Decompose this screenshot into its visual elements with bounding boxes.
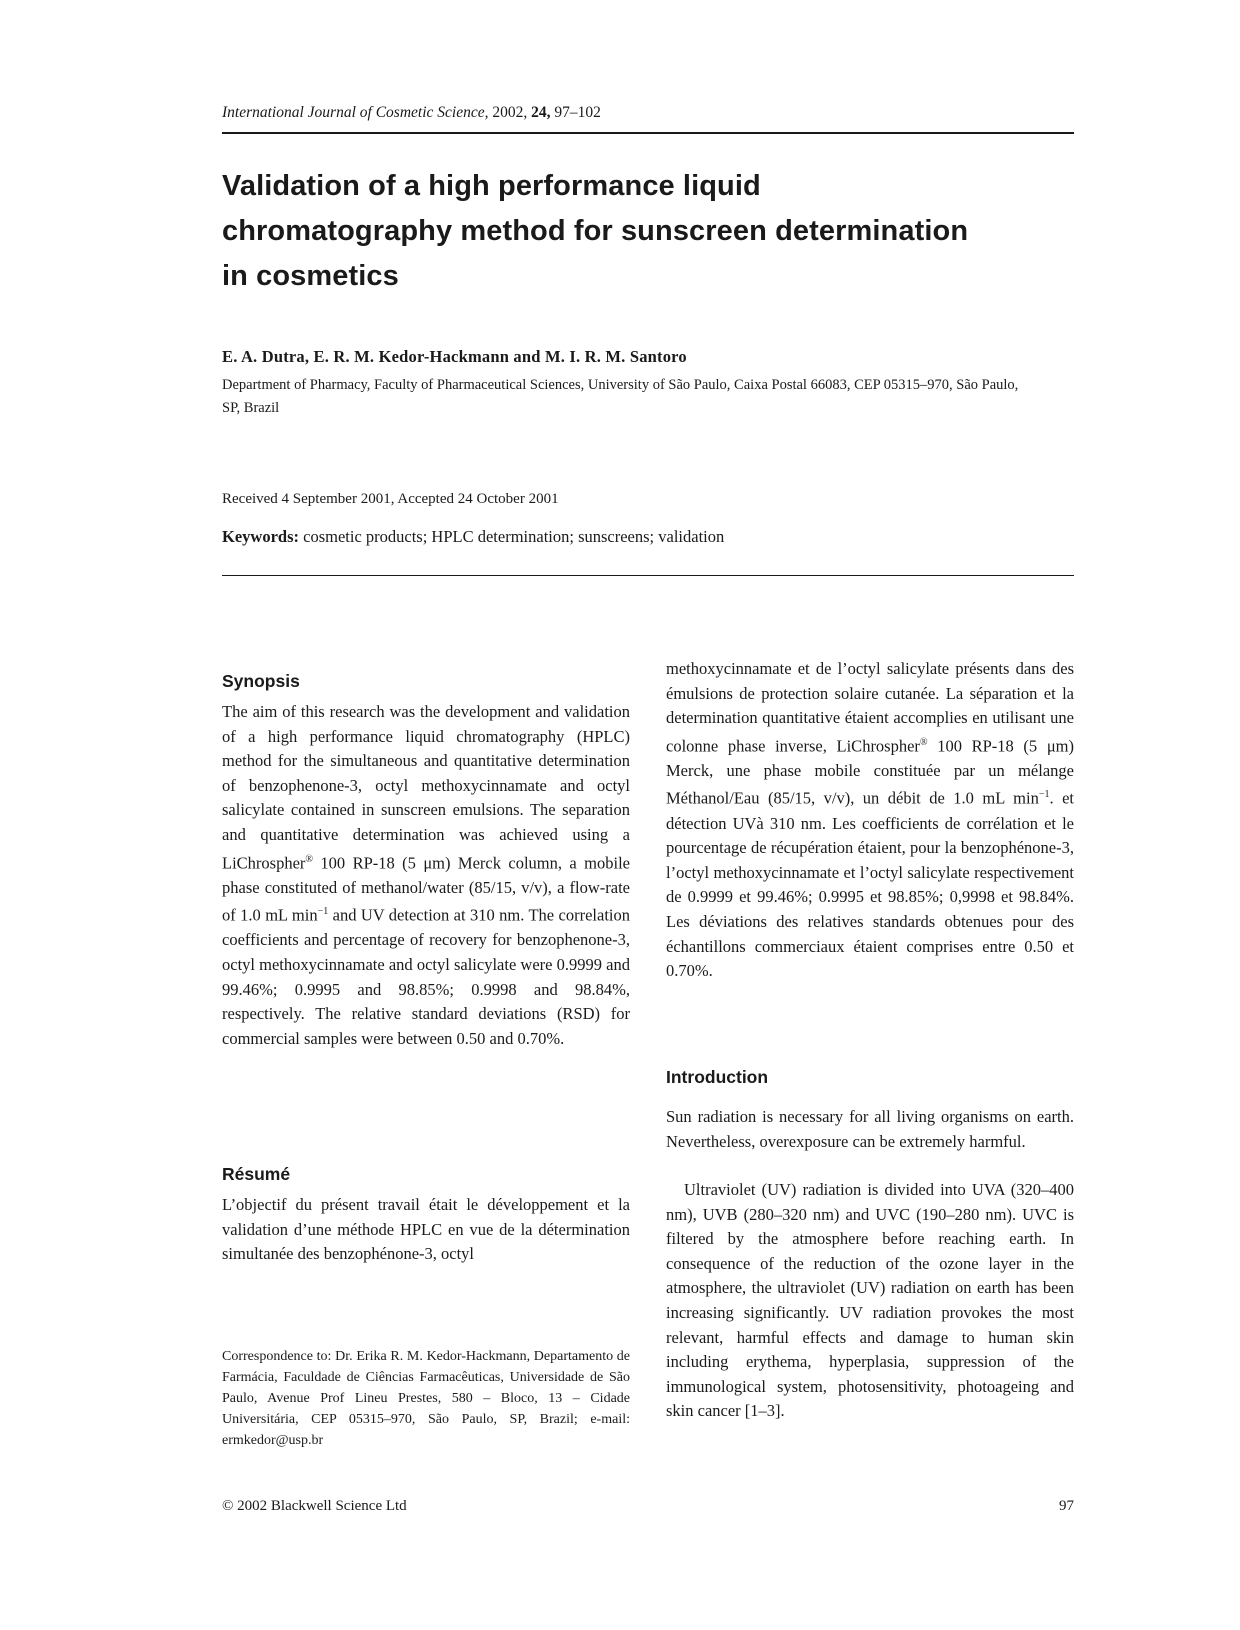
keywords-label: Keywords: (222, 527, 299, 546)
synopsis-paragraph (222, 700, 630, 1051)
journal-name: International Journal of Cosmetic Science, (222, 104, 489, 121)
resume-paragraph-right (666, 657, 1074, 984)
unit-exponent: −1 (317, 906, 329, 918)
affiliation: Department of Pharmacy, Faculty of Pharmaceutical Sciences, University of São Paulo, Caixa Postal 66083, CEP 05315–970, São Paulo, SP, Brazil (222, 377, 1019, 416)
journal-volume: 24, (531, 104, 551, 121)
author-list: E. A. Dutra, E. R. M. Kedor-Hackmann and M. I. R. M. Santoro (222, 347, 687, 366)
resume-text-2: 100 RP-18 (5 μm) Merck, une phase mobile constituée par un mélange Méthanol/Eau (85/15, v/v), un débit de 1.0 mL min (666, 736, 1074, 808)
header-rule (222, 132, 1074, 134)
synopsis-heading: Synopsis (222, 671, 300, 691)
unit-exponent: −1 (1038, 789, 1050, 801)
correspondence-note: Correspondence to: Dr. Erika R. M. Kedor-Hackmann, Departamento de Farmácia, Faculdade de Ciências Farmacêuticas, Universidade de São Paulo, Avenue Prof Lineu Prestes, 580 – Bloco, 13 – Cidade Universitária, CEP 05315–970, São Paulo, SP, Brazil; e-mail: ermkedor@usp.br (222, 1349, 630, 1448)
introduction-paragraph-2: Ultraviolet (UV) radiation is divided into UVA (320–400 nm), UVB (280–320 nm) and UVC (190–280 nm). UVC is filtered by the atmosphere before reaching earth. In consequence of the reduction of the ozone layer in the atmosphere, the ultraviolet (UV) radiation on earth has been increasing significantly. UV radiation provokes the most relevant, harmful effects and damage to human skin including erythema, hyperplasia, suppression of the immunological system, photosensitivity, photoageing and skin cancer [1–3]. (666, 1180, 1074, 1421)
paper-page (222, 0, 1074, 1630)
journal-pages: 97–102 (554, 104, 601, 121)
received-dates: Received 4 September 2001, Accepted 24 October 2001 (222, 491, 559, 507)
article-title: Validation of a high performance liquid chromatography method for sunscreen determination in cosmetics (222, 170, 969, 292)
section-rule (222, 575, 1074, 576)
journal-year: 2002, (492, 104, 528, 121)
introduction-paragraph-1: Sun radiation is necessary for all living organisms on earth. Nevertheless, overexposure can be extremely harmful. (666, 1107, 1074, 1151)
registered-mark: ® (305, 853, 314, 865)
resume-text-1: methoxycinnamate et de l’octyl salicylate présents dans des émulsions de protection solaire cutanée. La séparation et la determination quantitative étaient accomplies en utilisant une colonne phase inverse, LiChrospher (666, 659, 1074, 756)
copyright-footer: © 2002 Blackwell Science Ltd (222, 1498, 407, 1514)
running-head (222, 104, 601, 122)
synopsis-text-1: The aim of this research was the development and validation of a high performance liquid chromatography (HPLC) method for the simultaneous and quantitative determination of benzophenone-3, octyl methoxycinnamate and octyl salicylate contained in sunscreen emulsions. The separation and quantitative determination was achieved using a LiChrospher (222, 702, 630, 873)
keywords-list: cosmetic products; HPLC determination; sunscreens; validation (303, 527, 725, 546)
registered-mark: ® (919, 736, 928, 748)
introduction-heading: Introduction (666, 1067, 769, 1087)
resume-heading: Résumé (222, 1164, 291, 1184)
synopsis-text-2: 100 RP-18 (5 μm) Merck column, a mobile phase constituted of methanol/water (85/15, v/v), a flow-rate of 1.0 mL min (222, 853, 630, 925)
synopsis-text-3: and UV detection at 310 nm. The correlation coefficients and percentage of recovery for benzophenone-3, octyl methoxycinnamate and octyl salicylate were 0.9999 and 99.46%; 0.9995 and 98.85%; 0.9998 and 98.84%, respectively. The relative standard deviations (RSD) for commercial samples were between 0.50 and 0.70%. (222, 905, 631, 1048)
page-number: 97 (1059, 1498, 1074, 1514)
keywords (222, 527, 724, 547)
resume-text-3: . et détection UVà 310 nm. Les coefficients de corrélation et le pourcentage de récupération étaient, pour la benzophénone-3, l’octyl methoxycinnamate et l’octyl salicylate respectivement de 0.9999 et 99.46%; 0.9995 et 98.85%; 0,9998 et 98.84%. Les déviations des relatives standards obtenues pour des échantillons commerciaux étaient comprises entre 0.50 et 0.70%. (666, 788, 1074, 981)
resume-paragraph-left: L’objectif du présent travail était le développement et la validation d’une méthode HPLC en vue de la détermination simultanée des benzophénone-3, octyl (222, 1195, 630, 1264)
